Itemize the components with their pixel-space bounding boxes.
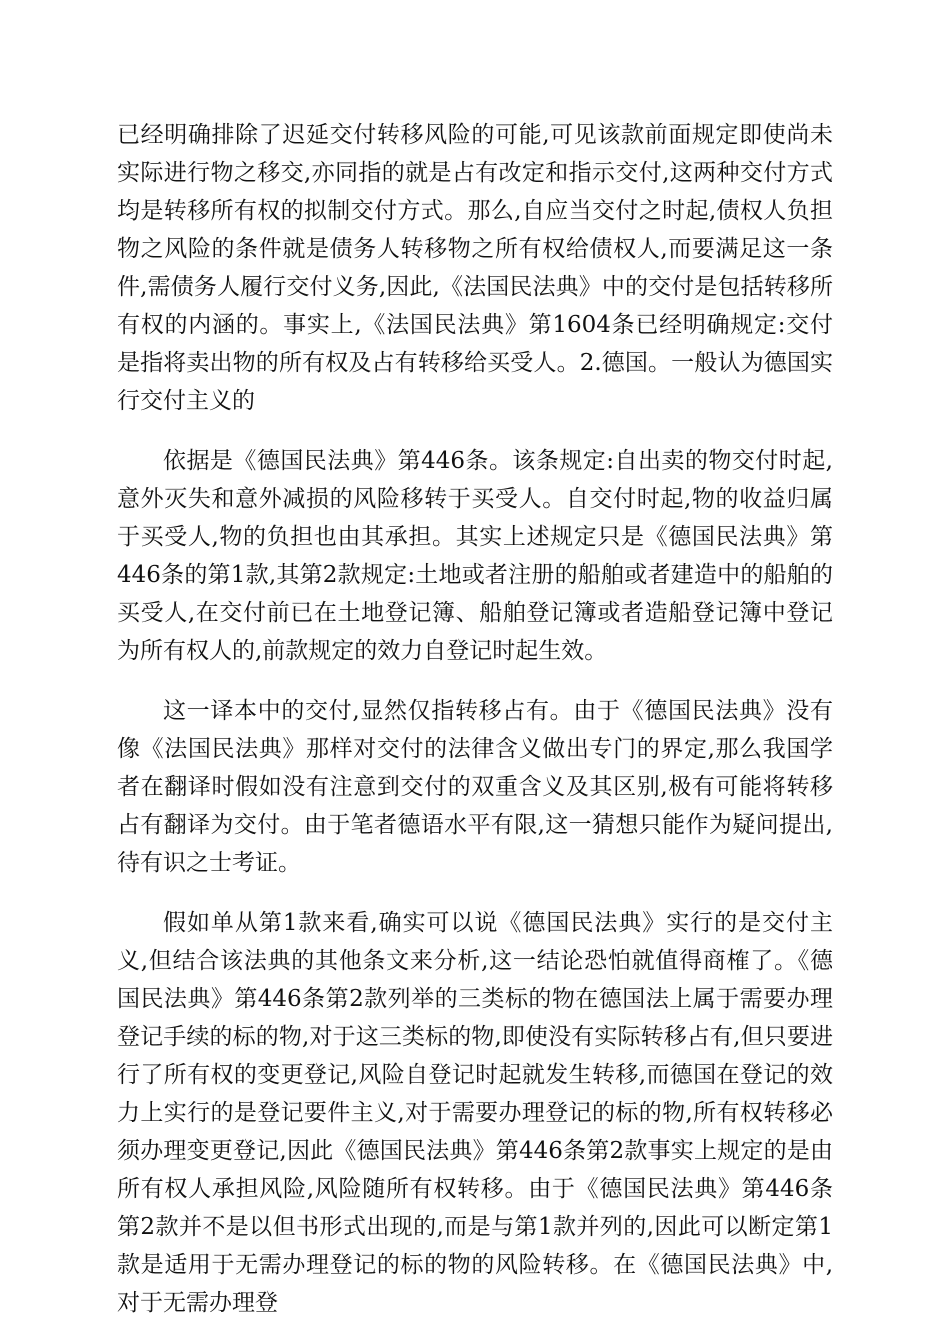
- document-page: [117, 116, 833, 1322]
- paragraph-2: 依据是《德国民法典》第446条。该条规定:自出卖的物交付时起,意外灭失和意外减损的风险移转于买受人。自交付时起,物的收益归属于买受人,物的负担也由其承担。其实上述规定只是《德国民法典》第446条的第1款,其第2款规定:土地或者注册的船舶或者建造中的船舶的买受人,在交付前已在土地登记簿、船舶登记簿或者造船登记簿中登记为所有权人的,前款规定的效力自登记时起生效。: [117, 448, 833, 664]
- paragraph-4: 假如单从第1款来看,确实可以说《德国民法典》实行的是交付主义,但结合该法典的其他条文来分析,这一结论恐怕就值得商榷了。《德国民法典》第446条第2款列举的三类标的物在德国法上属于需要办理登记手续的标的物,对于这三类标的物,即使没有实际转移占有,但只要进行了所有权的变更登记,风险自登记时起就发生转移,而德国在登记的效力上实行的是登记要件主义,对于需要办理登记的标的物,所有权转移必须办理变更登记,因此《德国民法典》第446条第2款事实上规定的是由所有权人承担风险,风险随所有权转移。由于《德国民法典》第446条第2款并不是以但书形式出现的,而是与第1款并列的,因此可以断定第1款是适用于无需办理登记的标的物的风险转移。在《德国民法典》中,对于无需办理登: [117, 910, 833, 1316]
- paragraph-3: 这一译本中的交付,显然仅指转移占有。由于《德国民法典》没有像《法国民法典》那样对交付的法律含义做出专门的界定,那么我国学者在翻译时假如没有注意到交付的双重含义及其区别,极有可能将转移占有翻译为交付。由于笔者德语水平有限,这一猜想只能作为疑问提出,待有识之士考证。: [117, 698, 833, 876]
- paragraph-1: 已经明确排除了迟延交付转移风险的可能,可见该款前面规定即使尚未实际进行物之移交,亦同指的就是占有改定和指示交付,这两种交付方式均是转移所有权的拟制交付方式。那么,自应当交付之时起,债权人负担物之风险的条件就是债务人转移物之所有权给债权人,而要满足这一条件,需债务人履行交付义务,因此,《法国民法典》中的交付是包括转移所有权的内涵的。事实上,《法国民法典》第1604条已经明确规定:交付是指将卖出物的所有权及占有转移给买受人。2.德国。一般认为德国实行交付主义的: [117, 122, 833, 414]
